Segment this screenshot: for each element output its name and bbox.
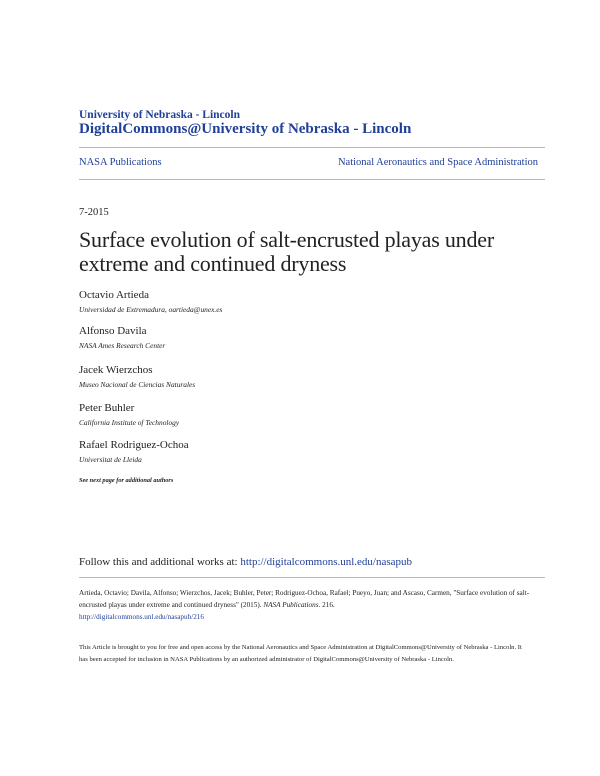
author-block (79, 289, 222, 315)
author-block (79, 325, 165, 351)
author-name: Alfonso Davila (79, 325, 147, 337)
author-affiliation: California Institute of Technology (79, 418, 180, 427)
nav-bottom-divider (79, 179, 545, 180)
author-name: Rafael Rodriguez-Ochoa (79, 439, 189, 451)
author-name: Octavio Artieda (79, 289, 149, 301)
author-affiliation: Museo Nacional de Ciencias Naturales (79, 380, 196, 389)
citation-block (79, 587, 531, 623)
author-affiliation: Universitat de Lleida (79, 455, 142, 464)
publication-date: 7-2015 (79, 207, 109, 218)
author-block (79, 439, 189, 465)
citation-divider (79, 577, 545, 578)
author-block (79, 364, 195, 390)
citation-journal: NASA Publications (263, 601, 319, 609)
author-affiliation: Universidad de Extremadura, oartieda@unex.es (79, 305, 223, 314)
author-name: Peter Buhler (79, 402, 135, 414)
author-name: Jacek Wierzchos (79, 364, 153, 376)
collection-link[interactable]: NASA Publications (79, 157, 162, 168)
citation-number: . 216. (318, 601, 335, 609)
author-affiliation: NASA Ames Research Center (79, 341, 166, 350)
author-block (79, 402, 179, 428)
citation-url-link[interactable]: http://digitalcommons.unl.edu/nasapub/216 (79, 613, 204, 621)
follow-url-link[interactable]: http://digitalcommons.unl.edu/nasapub (240, 556, 413, 568)
citation-text: Artieda, Octavio; Davila, Alfonso; Wierzchos, Jacek; Buhler, Peter; Rodriguez-Ochoa, Rafael; Pueyo, Juan; and Ascaso, Carmen, "Surface evolution of salt-encrusted playas under extreme and continued dryness" (2015). (79, 589, 530, 609)
follow-text: Follow this and additional works at: (79, 556, 238, 568)
university-name[interactable]: University of Nebraska - Lincoln (79, 109, 240, 121)
follow-line (79, 556, 412, 568)
article-title: Surface evolution of salt-encrusted playas under extreme and continued dryness (79, 227, 494, 276)
nav-top-divider (79, 147, 545, 148)
organization-link[interactable]: National Aeronautics and Space Administration (337, 157, 538, 168)
repository-title[interactable]: DigitalCommons@University of Nebraska - Lincoln (79, 121, 412, 137)
see-next-page-note: See next page for additional authors (79, 477, 174, 484)
access-notice: This Article is brought to you for free and open access by the National Aeronautics and Space Administration at DigitalCommons@University of Nebraska - Lincoln. It has been accepted for inclusion in NASA Publications by an authorized administrator of DigitalCommons@University of Nebraska - Lincoln. (79, 644, 522, 663)
